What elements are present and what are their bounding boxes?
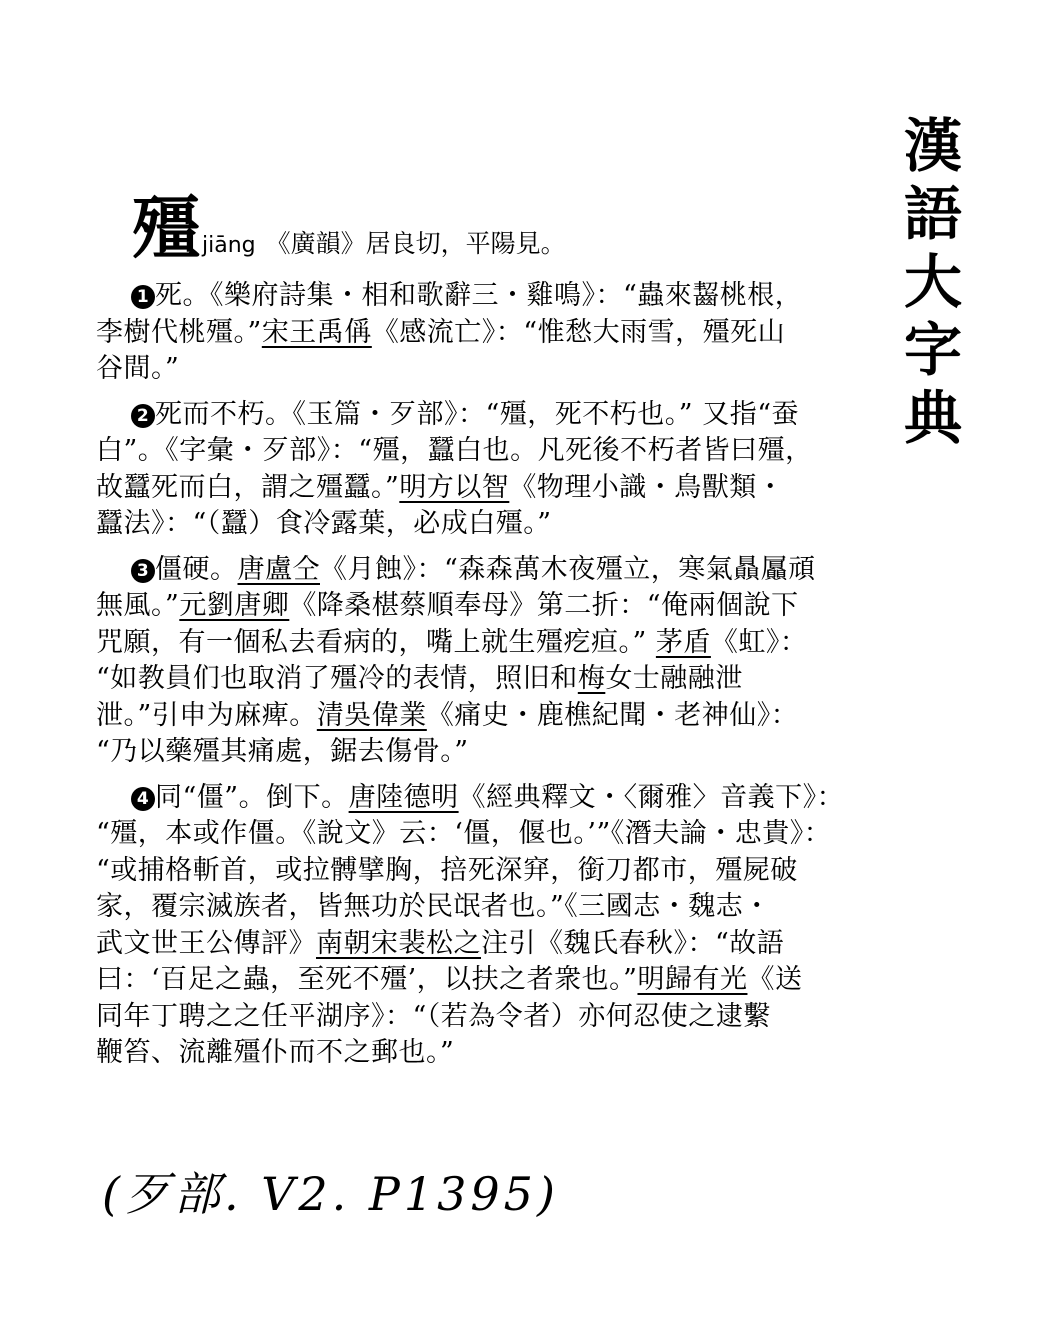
entry-character: 殭 bbox=[132, 190, 201, 269]
line-text: 《送 bbox=[747, 964, 803, 995]
definition-line bbox=[96, 351, 866, 388]
author-name: 南朝宋裴松之 bbox=[316, 927, 481, 959]
definition-line bbox=[96, 506, 866, 543]
definition-line bbox=[96, 278, 866, 315]
line-text: 《物理小識・鳥獸類・ bbox=[509, 471, 785, 503]
definition-line bbox=[96, 397, 866, 434]
definition-line bbox=[96, 661, 866, 698]
definition-line bbox=[96, 816, 866, 853]
definition-line bbox=[96, 698, 866, 735]
author-name: 宋王禹偁 bbox=[261, 316, 372, 348]
line-text: 《感流亡》：“惟愁大雨雪，殭死山 bbox=[371, 316, 786, 348]
line-text: 家，覆宗滅族者，皆無功於民氓者也。”《三國志・魏志・ bbox=[96, 891, 771, 922]
sense-number: 3 bbox=[131, 559, 155, 583]
definition-line bbox=[96, 999, 866, 1036]
line-text: 咒願，有一個私去看病的，嘴上就生殭疙疸。” bbox=[96, 626, 656, 658]
line-text: “蟲來齧桃根， bbox=[623, 280, 803, 311]
author-name: 茅盾 bbox=[655, 626, 711, 658]
line-text: 《降桑椹蔡順奉母》第二折：“俺兩個說下 bbox=[289, 590, 799, 621]
line-text: “如教員们也取消了殭冷的表情，照旧和 bbox=[96, 663, 578, 694]
line-text: 武文世王公傳評》 bbox=[96, 927, 316, 959]
author-name: 唐陸德明 bbox=[348, 781, 459, 813]
definition-line bbox=[96, 552, 866, 589]
line-text: 鞭笞、流離殭仆而不之郵也。” bbox=[96, 1037, 455, 1068]
entry-pinyin: jiāng bbox=[202, 233, 256, 258]
line-text: 故蠶死而白，謂之殭蠶。” bbox=[96, 471, 400, 503]
book-title-char: 語 bbox=[903, 180, 962, 248]
line-text: “乃以藥殭其痛處，鋸去傷骨。” bbox=[96, 736, 469, 767]
definition-body bbox=[96, 278, 866, 1072]
line-text: 死而不朽。《玉篇・歹部》：“殭，死不朽也。” 又指“蚕 bbox=[155, 398, 799, 430]
line-text: 泄。”引申为麻痺。 bbox=[96, 699, 317, 731]
book-title-char: 字 bbox=[903, 316, 962, 384]
definition-line bbox=[96, 470, 866, 507]
line-text: 女士融融泄 bbox=[605, 663, 743, 694]
line-text: 蠶法》：“（蠶）食冷露葉，必成白殭。” bbox=[96, 508, 552, 539]
line-text: 《月蝕》：“森森萬木夜殭立，寒氣贔屭頑 bbox=[320, 553, 816, 585]
author-name: 清吳偉業 bbox=[316, 699, 427, 731]
author-name: 梅 bbox=[577, 663, 606, 694]
line-text: 同年丁聘之之任平湖序》：“（若為令者）亦何忍使之逮繫 bbox=[96, 1000, 771, 1032]
definition-line bbox=[96, 962, 866, 999]
author-name: 唐盧仝 bbox=[237, 553, 320, 585]
sense-number: 4 bbox=[131, 787, 155, 811]
entry-head bbox=[132, 190, 566, 270]
line-text: 同“僵”。倒下。 bbox=[155, 781, 349, 813]
handwritten-note: (歹部. V2. P1395) bbox=[102, 1167, 559, 1221]
sense-number: 1 bbox=[131, 285, 155, 309]
book-title bbox=[898, 112, 968, 452]
line-text: “或捕格斬首，或拉髆擘胸，掊死深穽，銜刀都市，殭屍破 bbox=[96, 854, 798, 886]
book-title-char: 典 bbox=[903, 384, 962, 452]
entry-pronunciation: 《廣韻》居良切，平陽見。 bbox=[265, 229, 566, 258]
line-text: 曰：‘百足之蟲，至死不殭’，以扶之者衆也。” bbox=[96, 964, 638, 995]
line-text: 注引《魏氏春秋》：“故語 bbox=[481, 927, 785, 959]
line-text: 死。《樂府詩集・相和歌辭三・雞鳴》： bbox=[155, 280, 623, 311]
definition-line bbox=[96, 588, 866, 625]
author-name: 明方以智 bbox=[399, 471, 510, 503]
line-text: 李樹代桃殭。” bbox=[96, 316, 262, 348]
line-text: 《虹》： bbox=[710, 626, 808, 658]
line-text: 白”。《字彙・歹部》：“殭，蠶白也。凡死後不朽者皆曰殭， bbox=[96, 435, 813, 466]
definition-line bbox=[96, 1035, 866, 1072]
definition-line bbox=[96, 926, 866, 963]
line-text: 《痛史・鹿樵紀聞・老神仙》： bbox=[426, 699, 799, 731]
definition-line bbox=[96, 433, 866, 470]
book-title-char: 漢 bbox=[903, 112, 962, 180]
line-text: “殭，本或作僵。《說文》云：‘僵，偃也。’”《潛夫論・忠貴》： bbox=[96, 818, 832, 849]
sense-number: 2 bbox=[131, 404, 155, 428]
line-text: 《經典釋文・〈爾雅〉音義下》： bbox=[458, 781, 845, 813]
definition-line bbox=[96, 625, 866, 662]
definition-line bbox=[96, 889, 866, 926]
definition-line bbox=[96, 780, 866, 817]
definition-line bbox=[96, 734, 866, 771]
line-text: 僵硬。 bbox=[155, 553, 238, 585]
line-text: 無風。” bbox=[96, 590, 180, 621]
line-text: 谷間。” bbox=[96, 353, 180, 384]
author-name: 元劉唐卿 bbox=[179, 590, 290, 621]
definition-line bbox=[96, 853, 866, 890]
book-title-char: 大 bbox=[903, 248, 962, 316]
definition-line bbox=[96, 315, 866, 352]
author-name: 明歸有光 bbox=[637, 964, 748, 995]
